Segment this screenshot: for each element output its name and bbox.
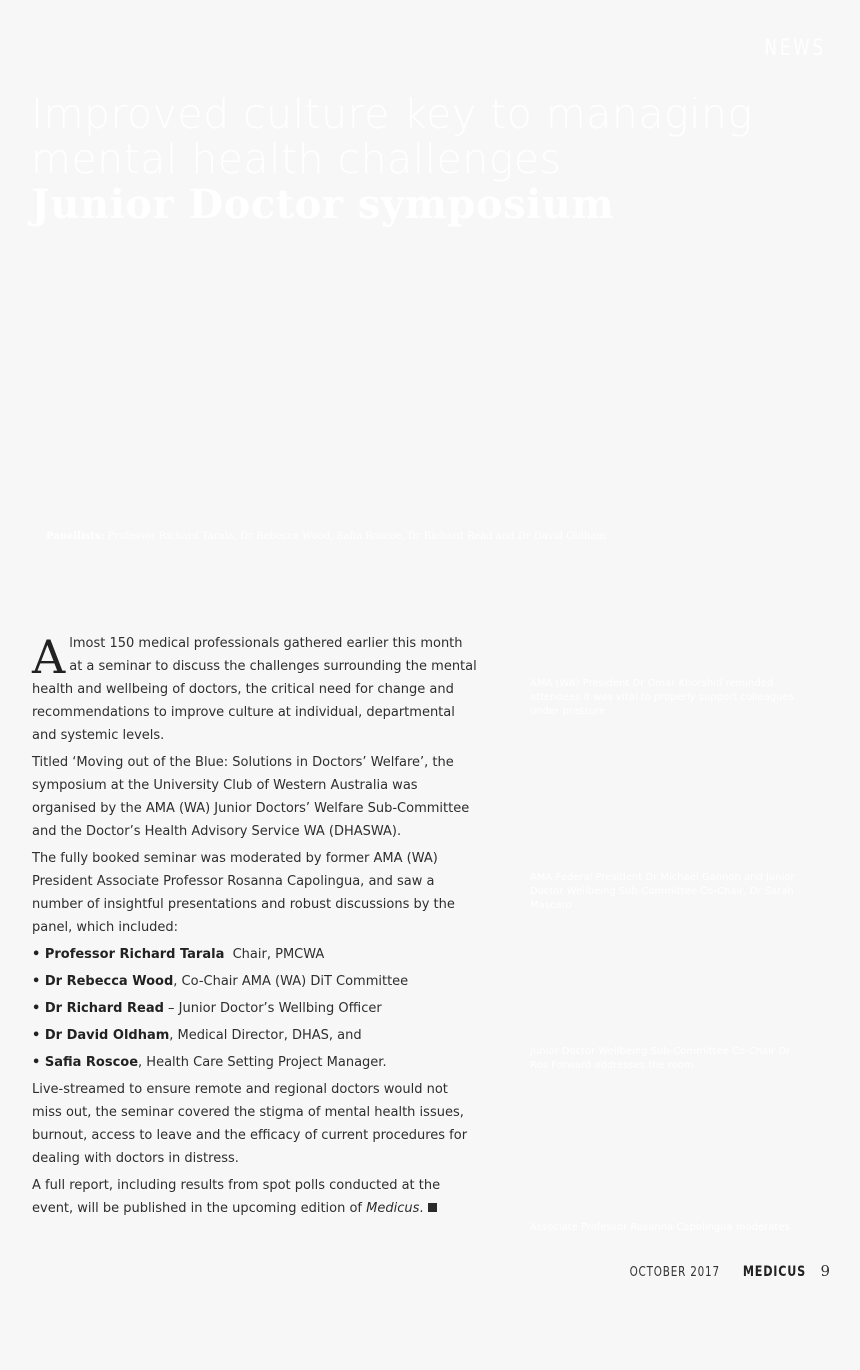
magazine-name: MEDICUS <box>743 1264 807 1280</box>
headline-line-1: Improved culture key to managing <box>31 90 753 138</box>
panel-name: • Safia Roscoe <box>32 1055 139 1070</box>
photo-caption-khorshid: AMA (WA) President Dr Omar Khorshid reminded attendees it was vital to properly support colleagues under pressure <box>530 678 794 717</box>
panel-role: , Health Care Setting Project Manager. <box>138 1055 387 1070</box>
headline-line-2: mental health challenges <box>31 135 562 183</box>
panel-role: , Co-Chair AMA (WA) DiT Committee <box>173 974 409 989</box>
panel-list <box>32 943 478 1074</box>
panel-role: , Medical Director, DHAS, and <box>169 1028 362 1043</box>
page-number: 9 <box>820 1262 830 1280</box>
caption-label: Panellists: <box>46 531 105 542</box>
photo-caption-panellists <box>46 531 746 542</box>
photo-caption-capolingua: Associate Professor Rosanna Capolingua moderates <box>530 1222 790 1233</box>
paragraph-1 <box>32 632 478 747</box>
paragraph-1-text: lmost 150 medical professionals gathered earlier this month at a seminar to discuss the challenges surrounding the mental health and wellbeing of doctors, the critical need for change and recommendations to improve culture at individual, departmental and systemic levels. <box>32 636 477 743</box>
end-of-article-mark <box>428 1203 437 1212</box>
page-footer <box>607 1262 830 1280</box>
section-tag: NEWS <box>764 36 826 61</box>
panel-name: • Dr David Oldham <box>32 1028 170 1043</box>
paragraph-3: The fully booked seminar was moderated by former AMA (WA) President Associate Professor Rosanna Capolingua, and saw a number of insightful presentations and robust discussions by the panel, which included: <box>32 851 455 935</box>
panel-name: • Dr Rebecca Wood <box>32 974 174 989</box>
panel-item <box>32 997 478 1020</box>
caption-text: Professor Richard Tarala, Dr Rebecca Wood, Safia Roscoe, Dr Richard Read and Dr David Oldham <box>104 531 606 542</box>
issue-date: OCTOBER 2017 <box>629 1265 720 1280</box>
paragraph-2: Titled ‘Moving out of the Blue: Solutions in Doctors’ Welfare’, the symposium at the University Club of Western Australia was organised by the AMA (WA) Junior Doctors’ Welfare Sub-Committee and the Doctor’s Health Advisory Service WA (DHASWA). <box>32 755 470 839</box>
paragraph-5-end: . <box>419 1201 424 1216</box>
panel-role: – Junior Doctor’s Wellbing Officer <box>163 1001 382 1016</box>
headline <box>31 92 831 227</box>
paragraph-5 <box>32 1174 478 1220</box>
panel-name: • Professor Richard Tarala <box>32 947 225 962</box>
photo-caption-gannon: AMA Federal President Dr Michael Gannon and Junior Doctor Wellbeing Sub-Committee Co-Chair, Dr Sarah Mascaro <box>530 872 795 911</box>
photo-caption-forward: Junior Doctor Wellbeing Sub-Committee Co-Chair Dr Ros Forward addresses the room <box>530 1046 791 1071</box>
panel-item <box>32 1051 478 1074</box>
magazine-name-italic: Medicus <box>366 1201 420 1216</box>
panel-item <box>32 970 478 993</box>
paragraph-4: Live-streamed to ensure remote and regional doctors would not miss out, the seminar covered the stigma of mental health issues, burnout, access to leave and the efficacy of current procedures for dealing with doctors in distress. <box>32 1082 468 1166</box>
headline-subtitle: Junior Doctor symposium <box>31 181 615 228</box>
drop-cap: A <box>32 630 66 684</box>
article-body <box>32 632 478 1224</box>
panel-role: Chair, PMCWA <box>224 947 325 962</box>
panel-name: • Dr Richard Read <box>32 1001 164 1016</box>
panel-item <box>32 1024 478 1047</box>
panel-item <box>32 943 478 966</box>
paragraph-5-text: A full report, including results from spot polls conducted at the event, will be published in the upcoming edition of <box>32 1178 441 1216</box>
